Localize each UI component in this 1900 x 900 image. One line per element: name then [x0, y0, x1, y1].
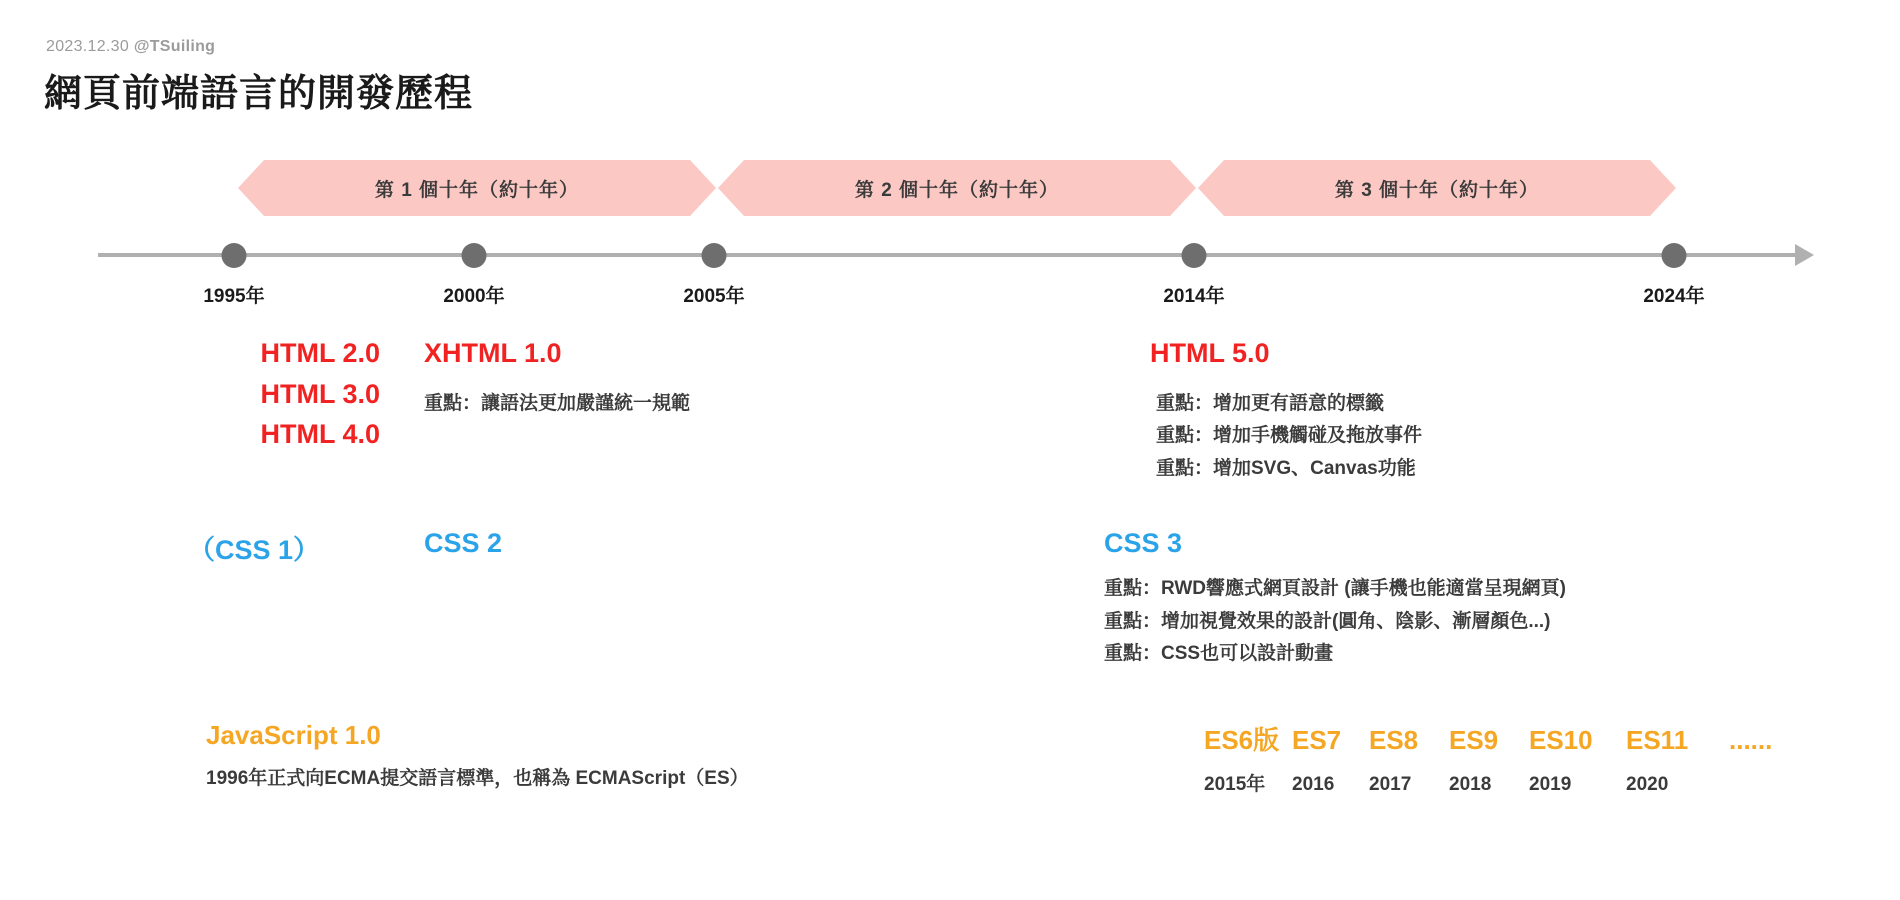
html-version: HTML 2.0 — [260, 338, 380, 368]
timeline-node-2024 — [1662, 243, 1687, 268]
es-version: ES7 — [1292, 725, 1342, 755]
timeline-arrow-icon — [1795, 244, 1814, 266]
css-group-2014 — [1104, 528, 1566, 671]
timeline-node-2000 — [462, 243, 487, 268]
meta-line — [46, 38, 215, 56]
xhtml-note: 重點：讓語法更加嚴謹統一規範 — [424, 392, 691, 414]
js-group-2014 — [1204, 720, 1772, 796]
timeline-node-2014 — [1182, 243, 1207, 268]
es-version: ES11 — [1626, 725, 1689, 755]
js-group-2000 — [206, 720, 749, 796]
html-group-2000 — [424, 333, 690, 420]
html5-note: 重點：增加SVG、Canvas功能 — [1156, 457, 1416, 479]
meta-handle: @TSuiling — [133, 38, 216, 55]
decade-arrow-1 — [238, 160, 716, 216]
es-version: ES10 — [1529, 725, 1593, 755]
meta-date: 2023.12.30 — [46, 38, 130, 55]
html-group-2014 — [1150, 333, 1422, 486]
html5-note: 重點：增加更有語意的標籤 — [1156, 392, 1385, 414]
html-version: HTML 3.0 — [260, 378, 380, 409]
javascript-note: 1996年正式向ECMA提交語言標準，也稱為 ECMAScript（ES） — [206, 768, 749, 789]
html-group-1995 — [20, 333, 380, 455]
html5-note: 重點：增加手機觸碰及拖放事件 — [1156, 425, 1423, 447]
timeline-label-2014: 2014年 — [1163, 286, 1225, 307]
css3-note: 重點：CSS也可以設計動畫 — [1104, 643, 1334, 665]
css-group-1995 — [188, 528, 320, 567]
decade-arrow-label: 第 1 個十年（約十年） — [374, 179, 580, 201]
timeline-label-1995: 1995年 — [203, 286, 265, 307]
css3-title: CSS 3 — [1104, 528, 1183, 558]
es-year: 2015年 — [1204, 774, 1266, 795]
es-year: 2017 — [1369, 774, 1412, 795]
es-version-row — [1204, 720, 1772, 757]
decade-arrow-label: 第 2 個十年（約十年） — [854, 179, 1060, 201]
timeline-label-2024: 2024年 — [1643, 286, 1705, 307]
page-title: 網頁前端語言的開發歷程 — [44, 73, 474, 115]
timeline-node-1995 — [222, 243, 247, 268]
xhtml-title: XHTML 1.0 — [424, 338, 562, 368]
html-version: HTML 4.0 — [260, 419, 380, 449]
es-version: ES9 — [1449, 725, 1499, 755]
javascript-title: JavaScript 1.0 — [206, 720, 381, 750]
timeline-label-2000: 2000年 — [443, 286, 505, 307]
css1-title: （CSS 1） — [188, 535, 321, 565]
css3-note: 重點：RWD響應式網頁設計 (讓手機也能適當呈現網頁) — [1104, 578, 1566, 599]
es-version: ES8 — [1369, 725, 1419, 755]
timeline-label-2005: 2005年 — [683, 286, 745, 307]
decade-arrow-3 — [1198, 160, 1676, 216]
css2-title: CSS 2 — [424, 528, 503, 558]
es-year: 2020 — [1626, 774, 1669, 795]
css-group-2000 — [424, 528, 502, 559]
decade-arrow-2 — [718, 160, 1196, 216]
decade-arrow-label: 第 3 個十年（約十年） — [1334, 179, 1540, 201]
es-version-more: ...... — [1729, 725, 1773, 755]
css3-note: 重點：增加視覺效果的設計(圓角、陰影、漸層顏色...) — [1104, 610, 1551, 632]
es-year: 2019 — [1529, 774, 1572, 795]
html5-title: HTML 5.0 — [1150, 338, 1270, 368]
es-year: 2016 — [1292, 774, 1335, 795]
timeline-axis — [98, 253, 1798, 257]
timeline-node-2005 — [702, 243, 727, 268]
es-year-row — [1204, 769, 1772, 796]
es-year: 2018 — [1449, 774, 1492, 795]
es-version: ES6版 — [1204, 725, 1280, 755]
